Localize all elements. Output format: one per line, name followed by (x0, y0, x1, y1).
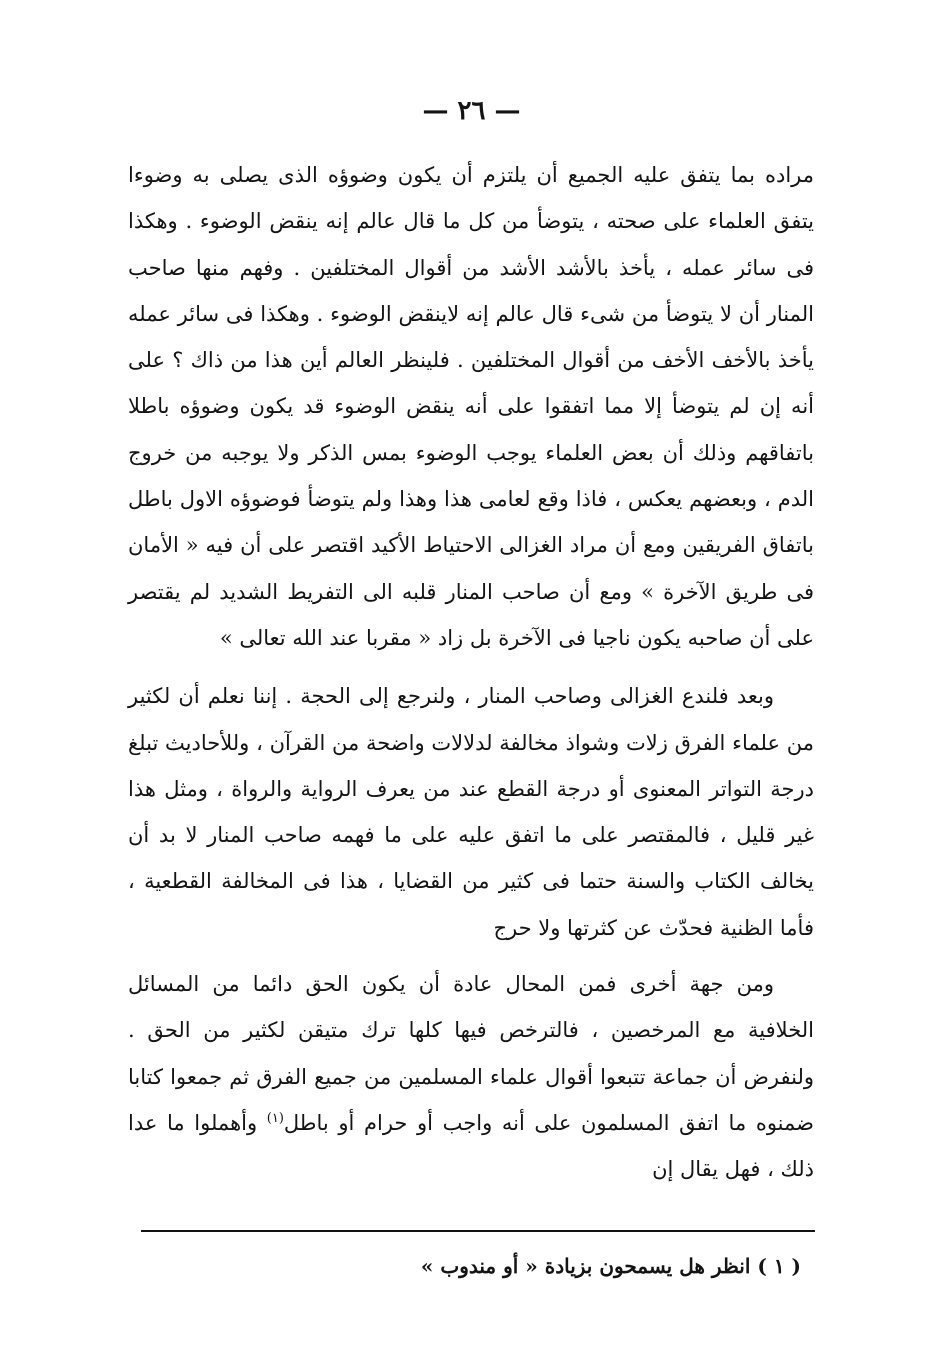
body-text (128, 152, 814, 1193)
paragraph-1: مراده بما يتفق عليه الجميع أن يلتزم أن يكون وضوؤه الذى يصلى به وضوءا يتفق العلماء على صحته ، يتوضأ من كل ما قال عالم إنه ينقض الوضوء . وهكذا فى سائر عمله ، يأخذ بالأشد الأشد من أقوال المختلفين . وفهم منها صاحب المنار أن لا يتوضأ من شىء قال عالم إنه لاينقض الوضوء . وهكذا فى سائر عمله يأخذ بالأخف الأخف من أقوال المختلفين . فلينظر العالم أين هذا من ذاك ؟ على أنه إن لم يتوضأ إلا مما اتفقوا على أنه ينقض الوضوء قد يكون وضوؤه باطلا باتفاقهم وذلك أن بعض العلماء يوجب الوضوء بمس الذكر ولا يوجبه من خروج الدم ، وبعضهم يعكس ، فاذا وقع لعامى هذا وهذا ولم يتوضأ فوضوؤه الاول باطل باتفاق الفريقين ومع أن مراد الغزالى الاحتياط الأكيد اقتصر على أن فيه « الأمان فى طريق الآخرة » ومع أن صاحب المنار قلبه الى التفريط الشديد لم يقتصر على أن صاحبه يكون ناجيا فى الآخرة بل زاد « مقربا عند الله تعالى » (128, 163, 814, 650)
paragraph-3-text: ومن جهة أخرى فمن المحال عادة أن يكون الحق دائما من المسائل الخلافية مع المرخصين ، فالترخص فيها كلها ترك متيقن لكثير من الحق . ولنفرض أن جماعة تتبعوا أقوال علماء المسلمين من جميع الفرق ثم جمعوا كتابا ضمنوه ما اتفق المسلمون على أنه واجب أو حرام أو باطل (128, 972, 814, 1135)
paragraph-3-continuation: وأهملوا ما عدا ذلك ، فهل يقال إن (128, 1110, 814, 1182)
paragraph-2: وبعد فلندع الغزالى وصاحب المنار ، ولنرجع إلى الحجة . إننا نعلم أن لكثير من علماء الفرق زلات وشواذ مخالفة لدلالات واضحة من القرآن ، وللأحاديث تبلغ درجة التواتر المعنوى أو درجة القطع عند من يعرف الرواية والرواة ، ومثل هذا غير قليل ، فالمقتصر على ما اتفق عليه على ما فهمه صاحب المنار لا بد أن يخالف الكتاب والسنة حتما فى كثير من القضايا ، هذا فى المخالفة القطعية ، فأما الظنية فحدّث عن كثرتها ولا حرج (128, 684, 814, 940)
footnote-separator (141, 1230, 815, 1232)
footnote-reference: (١) (266, 1110, 284, 1126)
page-number: — ٢٦ — (422, 96, 521, 126)
paragraph-3 (128, 961, 814, 1192)
footnote: ( ١ ) انظر هل يسمحون بزيادة « أو مندوب » (420, 1254, 801, 1278)
